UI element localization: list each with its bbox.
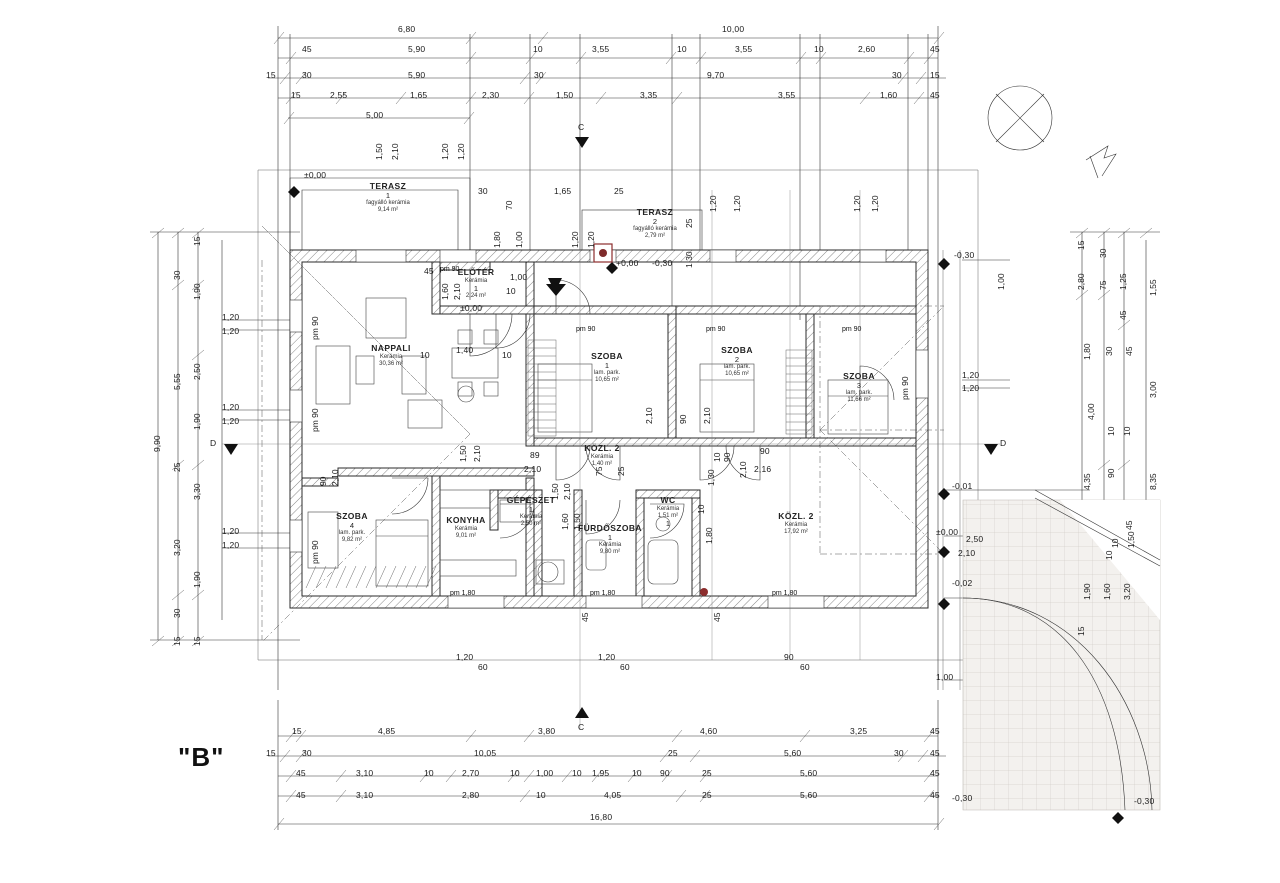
room-szoba-2 bbox=[702, 346, 772, 378]
plan-title: "B" bbox=[178, 742, 225, 772]
dim-top3-970: 9,70 bbox=[707, 70, 725, 80]
room-number: 2 bbox=[652, 216, 658, 226]
room-szoba-4 bbox=[318, 512, 386, 544]
dim-bot1-15: 15 bbox=[292, 726, 302, 736]
dim-inner-1-20a: 1,20 bbox=[440, 143, 450, 160]
dim-right7-120b: 1,20 bbox=[962, 383, 980, 393]
room-terasz-2 bbox=[610, 208, 700, 240]
level-minus030a: -0,30 bbox=[652, 258, 673, 268]
room-name: TERASZ bbox=[636, 207, 674, 217]
dim-right3-45: 45 bbox=[1124, 346, 1134, 356]
dim-left-15a: 15 bbox=[172, 636, 182, 646]
dim-right-30a: 30 bbox=[1098, 248, 1108, 258]
dim-bot-1-20-a: 1,20 bbox=[456, 652, 474, 662]
dim-top4-230: 2,30 bbox=[482, 90, 500, 100]
dim-bot2-30b: 30 bbox=[894, 748, 904, 758]
room-name: SZOBA bbox=[336, 511, 368, 521]
dim-inner-2-10a: 2,10 bbox=[390, 143, 400, 160]
dim-inner-2-10-door: 2,10 bbox=[452, 283, 462, 300]
dim-inner-2-10-gep: 2,10 bbox=[562, 483, 572, 500]
dim-bot1-380: 3,80 bbox=[538, 726, 556, 736]
dim-right2-125: 1,25 bbox=[1118, 273, 1128, 290]
dim-top2-10a: 10 bbox=[533, 44, 543, 54]
room-area: 1,40 m² bbox=[591, 460, 613, 467]
room-area: 9,14 m² bbox=[377, 207, 399, 214]
dim-inner-89: 89 bbox=[530, 450, 540, 460]
room-name: KONYHA bbox=[446, 515, 486, 525]
room-number: 3 bbox=[856, 380, 862, 390]
dim-left-30a: 30 bbox=[172, 270, 182, 280]
dim-right2-75: 75 bbox=[1098, 280, 1108, 290]
dim-top2-10b: 10 bbox=[677, 44, 687, 54]
dim-left3-120c: 1,20 bbox=[222, 402, 240, 412]
dim-inner-90-a: 90 bbox=[678, 414, 688, 424]
room-name-text: KÖZL. bbox=[778, 511, 806, 521]
dim-inner-1-20g: 1,20 bbox=[852, 195, 862, 212]
dim-top3-30c: 30 bbox=[892, 70, 902, 80]
dim-bot3-90: 90 bbox=[660, 768, 670, 778]
dim-inner-1-50-gep: 1,50 bbox=[550, 483, 560, 500]
dim-inner-1-20h: 1,20 bbox=[870, 195, 880, 212]
opening-pm90-szoba3: pm 90 bbox=[842, 326, 862, 333]
room-finish: Kerámia bbox=[784, 521, 808, 528]
dim-right3-300: 3,00 bbox=[1148, 381, 1158, 398]
dim-top3-30b: 30 bbox=[534, 70, 544, 80]
dim-left2-330: 3,30 bbox=[192, 483, 202, 500]
dim-bot-60-c: 60 bbox=[800, 662, 810, 672]
dim-bot3-310: 3,10 bbox=[356, 768, 374, 778]
opening-pm180-furdo: pm 1,80 bbox=[590, 590, 616, 597]
dim-bot4-405: 4,05 bbox=[604, 790, 622, 800]
section-mark-d-right: D bbox=[1000, 438, 1007, 448]
room-area: 2,24 m² bbox=[465, 293, 487, 300]
dim-right5-150: 1,50 bbox=[1126, 531, 1136, 548]
dim-inner-90-b: 90 bbox=[760, 446, 770, 456]
dim-right7-120a: 1,20 bbox=[962, 370, 980, 380]
room-name-text: KÖZL. bbox=[584, 443, 612, 453]
dim-inner-70: 70 bbox=[504, 200, 514, 210]
dim-bot1-325: 3,25 bbox=[850, 726, 868, 736]
room-terasz-1 bbox=[340, 182, 436, 214]
dim-inner-1-20f: 1,20 bbox=[732, 195, 742, 212]
dim-inner-30-top: 30 bbox=[478, 186, 488, 196]
dim-right5-435: 4,35 bbox=[1082, 473, 1092, 490]
room-finish: Kerámia bbox=[656, 505, 680, 512]
dim-top3-590: 5,90 bbox=[408, 70, 426, 80]
room-wc-1 bbox=[640, 496, 696, 528]
room-number: 1 bbox=[528, 504, 534, 514]
room-area: 9,01 m² bbox=[455, 532, 477, 539]
room-name bbox=[564, 444, 640, 454]
opening-pm90-eloter: pm 90 bbox=[440, 266, 460, 273]
dim-right6-190: 1,90 bbox=[1082, 583, 1092, 600]
dim-bot4-280: 2,80 bbox=[462, 790, 480, 800]
dim-top2-10c: 10 bbox=[814, 44, 824, 54]
dim-inner-16: 10 bbox=[502, 350, 512, 360]
dim-inner-1-40: 1,40 bbox=[456, 345, 474, 355]
dim-inner-75: 75 bbox=[594, 466, 604, 476]
dim-bot3-45a: 45 bbox=[296, 768, 306, 778]
dim-top-6-80: 6,80 bbox=[398, 24, 416, 34]
dim-bot4-310: 3,10 bbox=[356, 790, 374, 800]
room-number: 1 bbox=[607, 532, 613, 542]
dim-inner-1-20e: 1,20 bbox=[708, 195, 718, 212]
dim-bot-1-20-b: 1,20 bbox=[598, 652, 616, 662]
dim-bot3-560: 5,60 bbox=[800, 768, 818, 778]
dim-bot3-25: 25 bbox=[702, 768, 712, 778]
dim-inner-1-60: 1,60 bbox=[440, 283, 450, 300]
dim-right6-320: 3,20 bbox=[1122, 583, 1132, 600]
room-finish: fagyálló kerámia bbox=[366, 200, 410, 207]
dim-inner-2-10-c: 2,10 bbox=[702, 407, 712, 424]
dim-bot3-10c: 10 bbox=[572, 768, 582, 778]
level-pm000-right: ±0,00 bbox=[936, 527, 959, 537]
dim-top2-45a: 45 bbox=[302, 44, 312, 54]
opening-pm90-szoba1: pm 90 bbox=[576, 326, 596, 333]
dim-bot-45-b: 45 bbox=[712, 612, 722, 622]
dim-left-30b: 30 bbox=[172, 608, 182, 618]
room-finish: Kerámia bbox=[379, 353, 403, 360]
dim-left3-120e: 1,20 bbox=[222, 526, 240, 536]
dim-inner-1-20d: 1,20 bbox=[586, 231, 596, 248]
dim-bot-45-a: 45 bbox=[580, 612, 590, 622]
dim-left2-250: 2,50 bbox=[192, 363, 202, 380]
room-furdoszoba-1 bbox=[574, 524, 646, 556]
dim-bot3-195: 1,95 bbox=[592, 768, 610, 778]
room-finish: Kerámia bbox=[590, 453, 614, 460]
room-area: 9,80 m² bbox=[599, 549, 621, 556]
dim-inner-1-30: 1,30 bbox=[684, 251, 694, 268]
dim-left2-190b: 1,90 bbox=[192, 413, 202, 430]
room-szoba-3 bbox=[824, 372, 894, 404]
dim-inner-1-50-c: 1,50 bbox=[572, 513, 582, 530]
dim-bot3-10a: 10 bbox=[424, 768, 434, 778]
dim-inner-2-10-konyha: 2,10 bbox=[472, 445, 482, 462]
opening-pm90-left1: pm 90 bbox=[310, 316, 320, 340]
room-area: 1,51 m² bbox=[657, 512, 679, 519]
dim-left3-120b: 1,20 bbox=[222, 326, 240, 336]
dim-bot3-270: 2,70 bbox=[462, 768, 480, 778]
dim-inner-90-c: 90 bbox=[722, 452, 732, 462]
dim-top3-30a: 30 bbox=[302, 70, 312, 80]
room-number-text: 2 bbox=[808, 511, 814, 521]
dim-top2-355a: 3,55 bbox=[592, 44, 610, 54]
room-name bbox=[758, 512, 834, 522]
dim-left2-190c: 1,90 bbox=[192, 571, 202, 588]
room-number: 4 bbox=[349, 520, 355, 530]
dim-top2-260: 2,60 bbox=[858, 44, 876, 54]
room-name: SZOBA bbox=[591, 351, 623, 361]
dim-bot2-45: 45 bbox=[930, 748, 940, 758]
room-number: 1 bbox=[385, 190, 391, 200]
dim-inner-10-c: 10 bbox=[696, 504, 706, 514]
opening-pm90-szoba2: pm 90 bbox=[706, 326, 726, 333]
dim-right-15b: 15 bbox=[1076, 626, 1086, 636]
dim-bot3-100: 1,00 bbox=[536, 768, 554, 778]
dim-bot4-45b: 45 bbox=[930, 790, 940, 800]
level-terasz1: ±0,00 bbox=[304, 170, 327, 180]
dim-right2-45: 45 bbox=[1118, 310, 1128, 320]
dim-inner-25b: 25 bbox=[684, 218, 694, 228]
dim-top4-355: 3,55 bbox=[778, 90, 796, 100]
dim-left2-15: 15 bbox=[192, 236, 202, 246]
room-name: TERASZ bbox=[369, 181, 407, 191]
dim-inner-10-b: 10 bbox=[712, 452, 722, 462]
dim-bottom-total: 16,80 bbox=[590, 812, 613, 822]
dim-left2-15b: 15 bbox=[192, 636, 202, 646]
dim-bot3-45b: 45 bbox=[930, 768, 940, 778]
dim-top3-15b: 15 bbox=[930, 70, 940, 80]
dim-right5-90: 90 bbox=[1106, 468, 1116, 478]
dim-bot2-560: 5,60 bbox=[784, 748, 802, 758]
room-kozl-2b bbox=[758, 512, 834, 536]
dim-top4-45: 45 bbox=[930, 90, 940, 100]
dim-left3-120f: 1,20 bbox=[222, 540, 240, 550]
dim-inner-1-80a: 1,80 bbox=[492, 231, 502, 248]
room-number: 1 bbox=[473, 283, 479, 293]
level-terasz2: +0,00 bbox=[616, 258, 639, 268]
dim-right6-160: 1,60 bbox=[1102, 583, 1112, 600]
dim-right-15a: 15 bbox=[1076, 240, 1086, 250]
dim-top-10-00: 10,00 bbox=[722, 24, 745, 34]
dim-right7-210: 2,10 bbox=[958, 548, 976, 558]
dim-left3-120a: 1,20 bbox=[222, 312, 240, 322]
room-number: 1 bbox=[665, 518, 671, 528]
dim-right-280: 2,80 bbox=[1076, 273, 1086, 290]
dim-bot1-485: 4,85 bbox=[378, 726, 396, 736]
dim-bot-90: 90 bbox=[784, 652, 794, 662]
dim-inner-1-20b: 1,20 bbox=[456, 143, 466, 160]
dim-right4-400: 4,00 bbox=[1086, 403, 1096, 420]
opening-pm90-right: pm 90 bbox=[900, 376, 910, 400]
dim-bot4-10: 10 bbox=[536, 790, 546, 800]
dim-bot3-10d: 10 bbox=[632, 768, 642, 778]
dim-inner-25a: 25 bbox=[614, 186, 624, 196]
dim-top4-335: 3,35 bbox=[640, 90, 658, 100]
room-area: 10,65 m² bbox=[595, 377, 619, 384]
room-area: 10,65 m² bbox=[725, 371, 749, 378]
room-number: 1 bbox=[604, 360, 610, 370]
room-area: 11,66 m² bbox=[847, 397, 871, 404]
dim-top4-255: 2,55 bbox=[330, 90, 348, 100]
dim-bot1-460: 4,60 bbox=[700, 726, 718, 736]
dim-inner-1-60-b: 1,60 bbox=[560, 513, 570, 530]
level-minus002: -0,02 bbox=[952, 578, 973, 588]
dim-top5-500: 5,00 bbox=[366, 110, 384, 120]
room-area: 17,92 m² bbox=[784, 528, 808, 535]
room-szoba-1 bbox=[572, 352, 642, 384]
dim-bot2-25: 25 bbox=[668, 748, 678, 758]
section-mark-d-left: D bbox=[210, 438, 217, 448]
room-finish: Kerámia bbox=[464, 277, 488, 284]
dim-inner-2-10-b: 2,10 bbox=[644, 407, 654, 424]
dim-inner-1-50-konyha: 1,50 bbox=[458, 445, 468, 462]
dim-inner-2-10-szoba4: 2,10 bbox=[330, 469, 340, 486]
room-area: 9,82 m² bbox=[341, 537, 363, 544]
room-number: 2 bbox=[734, 354, 740, 364]
room-name: WC bbox=[660, 495, 676, 505]
room-gepeszet-1 bbox=[500, 496, 562, 528]
dim-bot1-45: 45 bbox=[930, 726, 940, 736]
room-finish: lam. park. bbox=[593, 370, 621, 377]
dim-bot2-1005: 10,05 bbox=[474, 748, 497, 758]
dim-bot4-25: 25 bbox=[702, 790, 712, 800]
room-finish: Kerámia bbox=[454, 525, 478, 532]
level-minus001: -0,01 bbox=[952, 481, 973, 491]
dim-left-320: 3,20 bbox=[172, 539, 182, 556]
dim-right7-100a: 1,00 bbox=[996, 273, 1006, 290]
room-finish: fagyálló kerámia bbox=[633, 226, 677, 233]
opening-pm180-kozl: pm 1,80 bbox=[772, 590, 798, 597]
room-konyha-1 bbox=[434, 516, 498, 540]
dim-inner-1-65: 1,65 bbox=[554, 186, 572, 196]
dim-inner-1-00-eloter: 1,00 bbox=[510, 272, 528, 282]
dim-bot-60-a: 60 bbox=[478, 662, 488, 672]
room-area: 2,79 m² bbox=[644, 233, 666, 240]
dim-inner-1-20c: 1,20 bbox=[570, 231, 580, 248]
room-name: SZOBA bbox=[843, 371, 875, 381]
room-number-text: 2 bbox=[614, 443, 620, 453]
room-name: ELŐTÉR bbox=[457, 267, 495, 277]
dim-bot-1-00: 1,00 bbox=[936, 672, 954, 682]
dim-top2-590: 5,90 bbox=[408, 44, 426, 54]
dim-top4-160: 1,60 bbox=[880, 90, 898, 100]
dim-right3-30: 30 bbox=[1104, 346, 1114, 356]
dim-inner-2-10-d: 2,10 bbox=[738, 461, 748, 478]
level-minus030c: -0,30 bbox=[1134, 796, 1155, 806]
room-name: GÉPÉSZET bbox=[506, 495, 556, 505]
dim-bot4-45a: 45 bbox=[296, 790, 306, 800]
dim-right7-250: 2,50 bbox=[966, 534, 984, 544]
dim-top2-45b: 45 bbox=[930, 44, 940, 54]
level-minus030d: -0,30 bbox=[952, 793, 973, 803]
room-kozl-2a bbox=[564, 444, 640, 468]
dim-right2-155: 1,55 bbox=[1148, 279, 1158, 296]
dim-left-990: 9,90 bbox=[152, 435, 162, 452]
dim-inner-2-10-eloter: 10 bbox=[506, 286, 516, 296]
dim-inner-2-10-kozl: 2,10 bbox=[524, 464, 542, 474]
room-area: 2,50 m² bbox=[520, 521, 542, 528]
dim-bot3-10b: 10 bbox=[510, 768, 520, 778]
dim-bot4-560: 5,60 bbox=[800, 790, 818, 800]
room-name: FÜRDŐSZOBA bbox=[578, 523, 642, 533]
opening-pm90-left2: pm 90 bbox=[310, 408, 320, 432]
dim-inner-10-a: 10 bbox=[420, 350, 430, 360]
room-finish: lam. park. bbox=[338, 530, 366, 537]
room-finish: lam. park. bbox=[723, 364, 751, 371]
dim-bot-60-b: 60 bbox=[620, 662, 630, 672]
dim-inner-25-c: 25 bbox=[616, 466, 626, 476]
dim-top4-165: 1,65 bbox=[410, 90, 428, 100]
dim-right3-180: 1,80 bbox=[1082, 343, 1092, 360]
room-finish: Kerámia bbox=[519, 514, 543, 521]
dim-right4-10b: 10 bbox=[1122, 426, 1132, 436]
room-area: 30,36 m² bbox=[379, 360, 403, 367]
dim-top2-355b: 3,55 bbox=[735, 44, 753, 54]
room-finish: lam. park. bbox=[845, 390, 873, 397]
section-mark-c-top: C bbox=[578, 122, 585, 132]
dim-right6-45: 45 bbox=[1124, 520, 1134, 530]
opening-pm180-konyha: pm 1,80 bbox=[450, 590, 476, 597]
dim-bot2-15: 15 bbox=[266, 748, 276, 758]
dim-bot2-30a: 30 bbox=[302, 748, 312, 758]
opening-pm90-left3: pm 90 bbox=[310, 540, 320, 564]
dim-inner-1-00a: 1,00 bbox=[514, 231, 524, 248]
room-name: SZOBA bbox=[721, 345, 753, 355]
dim-inner-1-30: 1,30 bbox=[706, 469, 716, 486]
dim-inner-1-50: 1,50 bbox=[374, 143, 384, 160]
dim-left3-120d: 1,20 bbox=[222, 416, 240, 426]
dim-right4-10a: 10 bbox=[1106, 426, 1116, 436]
section-mark-c-bottom: C bbox=[578, 722, 585, 732]
dim-top3-15a: 15 bbox=[266, 70, 276, 80]
dim-right5-835: 8,35 bbox=[1148, 473, 1158, 490]
room-name: NAPPALI bbox=[371, 343, 411, 353]
dim-inner-45: 45 bbox=[424, 266, 434, 276]
level-elotér: ±0,00 bbox=[460, 303, 483, 313]
room-finish: Kerámia bbox=[598, 542, 622, 549]
dim-left2-190a: 1,90 bbox=[192, 283, 202, 300]
level-minus030b: -0,30 bbox=[954, 250, 975, 260]
dim-left-25: 25 bbox=[172, 462, 182, 472]
dim-inner-2-16: 2,16 bbox=[754, 464, 772, 474]
dim-inner-90-d: 90 bbox=[318, 476, 328, 486]
dim-top4-15: 15 bbox=[291, 90, 301, 100]
dim-right6-10: 10 bbox=[1104, 550, 1114, 560]
dim-left-555: 5,55 bbox=[172, 373, 182, 390]
dim-inner-1-80-b: 1,80 bbox=[704, 527, 714, 544]
dim-right5-10: 10 bbox=[1110, 538, 1120, 548]
dim-top4-150: 1,50 bbox=[556, 90, 574, 100]
